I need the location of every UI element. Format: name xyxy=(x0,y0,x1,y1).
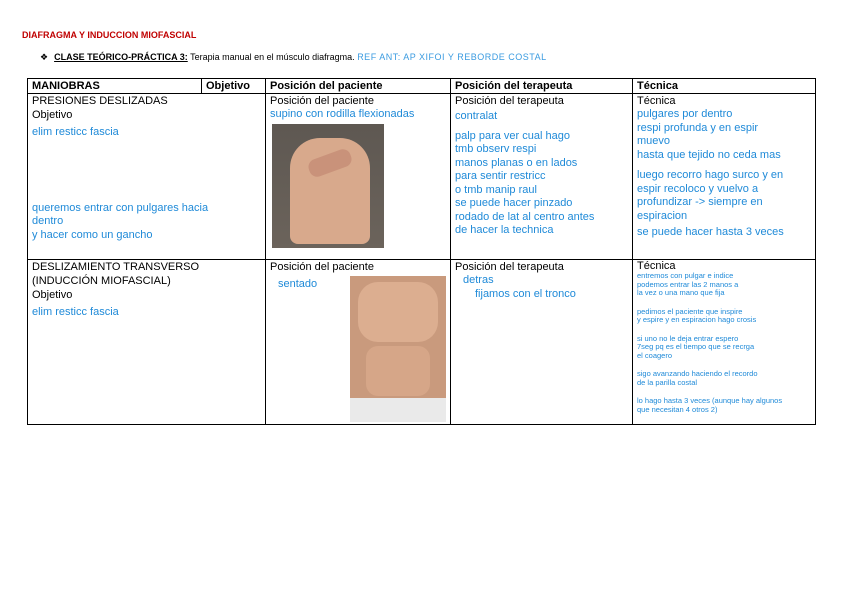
tecnica-note: entremos con pulgar e indice xyxy=(637,271,734,280)
maniobra-name: DESLIZAMIENTO TRANSVERSO (INDUCCIÓN MIOFASCIAL) xyxy=(32,261,200,287)
paciente-note: sentado xyxy=(278,278,318,290)
header-maniobras: MANIOBRAS xyxy=(28,79,202,94)
terapeuta-note: se puede hacer pinzado xyxy=(455,197,573,209)
supine-patient-photo xyxy=(272,124,384,248)
terapeuta-note: o tmb manip raul xyxy=(455,183,537,196)
header-posicion-terapeuta: Posición del terapeuta xyxy=(451,79,633,94)
terapeuta-note: contralat xyxy=(455,110,498,122)
tecnica-note: pulgares por dentro xyxy=(637,108,733,120)
row2-maniobra-cell xyxy=(28,260,266,425)
handwritten-note-line: dentro xyxy=(32,215,64,227)
header-objetivo: Objetivo xyxy=(202,79,266,94)
table-row xyxy=(28,260,816,425)
table-row xyxy=(28,94,816,260)
row2-tecnica-cell xyxy=(633,260,816,425)
tecnica-label: Técnica xyxy=(637,260,676,272)
terapeuta-note: manos planas o en lados xyxy=(455,156,578,169)
tecnica-note: profundizar -> siempre en xyxy=(637,196,763,208)
tecnica-note: muevo xyxy=(637,135,671,147)
tecnica-note: 7seg pq es el tiempo que se recrga xyxy=(637,342,755,351)
row1-tecnica-cell xyxy=(633,94,816,260)
tecnica-note: espir recoloco y vuelvo a xyxy=(637,182,759,195)
tecnica-note: de la parilla costal xyxy=(637,377,698,387)
tecnica-note: luego recorro hago surco y en xyxy=(637,169,784,181)
tecnica-note: podemos entrar las 2 manos a xyxy=(637,279,739,289)
handwritten-note-line: queremos entrar con pulgares hacia xyxy=(32,201,209,214)
header-tecnica: Técnica xyxy=(633,79,816,94)
terapeuta-note: para sentir restricc xyxy=(455,170,546,182)
table-header-row xyxy=(28,79,816,94)
row2-terapeuta-cell xyxy=(451,260,633,425)
terapeuta-note: rodado de lat al centro antes xyxy=(455,210,595,223)
subtitle-reference: REF ANT: AP XIFOI Y REBORDE COSTAL xyxy=(357,52,547,62)
terapeuta-note: fijamos con el tronco xyxy=(475,287,576,300)
paciente-label: Posición del paciente xyxy=(270,95,374,107)
tecnica-note: lo hago hasta 3 veces (aunque hay algunos xyxy=(637,396,783,405)
handwritten-note-line: y hacer como un gancho xyxy=(32,228,153,241)
tecnica-note: hasta que tejido no ceda mas xyxy=(637,148,781,161)
tecnica-note: si uno no le deja entrar espero xyxy=(637,333,739,343)
class-subtitle xyxy=(40,52,547,63)
tecnica-note: respi profunda y en espir xyxy=(637,121,759,134)
tecnica-note: pedimos el paciente que inspire xyxy=(637,306,743,316)
bullet-icon: ❖ xyxy=(40,52,49,62)
paciente-label: Posición del paciente xyxy=(270,261,374,273)
objetivo-label: Objetivo xyxy=(32,289,73,301)
header-posicion-paciente: Posición del paciente xyxy=(266,79,451,94)
subtitle-text: Terapia manual en el músculo diafragma. xyxy=(187,52,358,62)
objetivo-note: elim resticc fascia xyxy=(32,306,119,318)
terapeuta-note: detras xyxy=(463,274,494,286)
row1-paciente-cell xyxy=(266,94,451,260)
objetivo-label: Objetivo xyxy=(32,109,73,121)
tecnica-label: Técnica xyxy=(637,95,676,107)
tecnica-note: sigo avanzando haciendo el recordo xyxy=(637,369,758,378)
tecnica-note: el coagero xyxy=(637,350,673,360)
subtitle-label: CLASE TEÓRICO-PRÁCTICA 3: xyxy=(54,52,188,62)
tecnica-note: y espire y en espiracion hago crosis xyxy=(637,315,757,324)
maniobra-name: PRESIONES DESLIZADAS xyxy=(32,95,168,107)
terapeuta-label: Posición del terapeuta xyxy=(455,95,564,107)
tecnica-note: se puede hacer hasta 3 veces xyxy=(637,226,784,238)
tecnica-note: que necesitan 4 otros 2) xyxy=(637,404,718,414)
document-title: DIAFRAGMA Y INDUCCION MIOFASCIAL xyxy=(22,30,197,40)
paciente-note: supino con rodilla flexionadas xyxy=(270,108,415,120)
seated-patient-photo xyxy=(350,276,446,422)
objetivo-note: elim resticc fascia xyxy=(32,126,119,138)
tecnica-note: espiracion xyxy=(637,209,688,222)
terapeuta-note: tmb observ respi xyxy=(455,143,537,155)
maneuvers-table xyxy=(27,78,816,425)
row1-maniobra-cell xyxy=(28,94,266,260)
terapeuta-label: Posición del terapeuta xyxy=(455,261,564,273)
row1-terapeuta-cell xyxy=(451,94,633,260)
terapeuta-note: de hacer la technica xyxy=(455,224,554,236)
terapeuta-note: palp para ver cual hago xyxy=(455,129,570,142)
tecnica-note: la vez o una mano que fija xyxy=(637,288,725,297)
row2-paciente-cell xyxy=(266,260,451,425)
